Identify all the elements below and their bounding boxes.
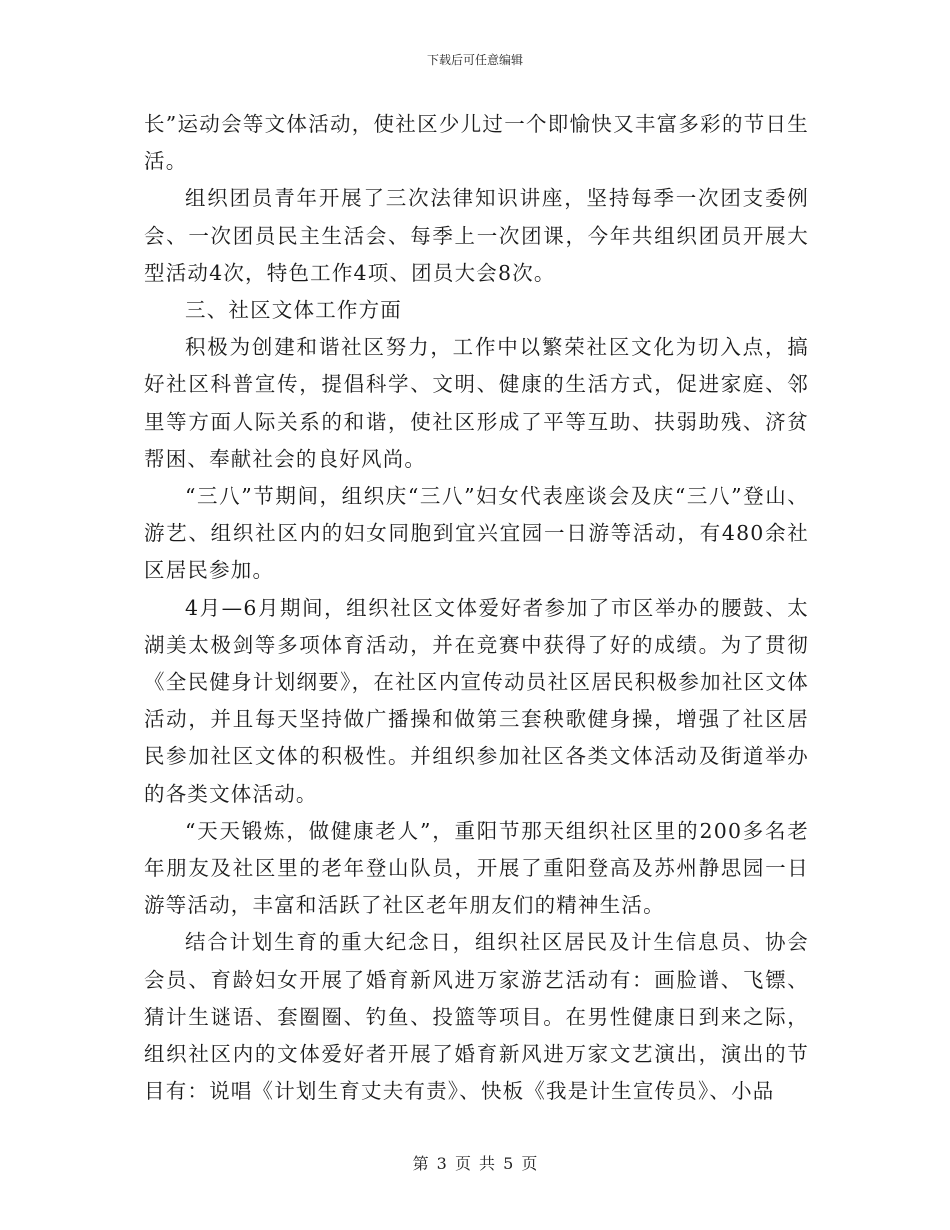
section-heading: 三、社区文体工作方面 xyxy=(185,298,402,323)
paragraph-family-planning: 结合计划生育的重大纪念日，组织社区居民及计生信息员、协会会员、育龄妇女开展了婚育新风进万家游艺活动有：画脸谱、飞镖、猜计生谜语、套圈圈、钓鱼、投篮等项目。在男性健康日到来之际，组织社区内的文体爱好者开展了婚育新风进万家文艺演出，演出的节目有：说唱《计划生育丈夫有责》、快板《我是计生宣传员》、小品 xyxy=(144,930,809,1104)
page-header: 下载后可任意编辑 xyxy=(426,53,523,67)
paragraph-youth-activities: 组织团员青年开展了三次法律知识讲座，坚持每季一次团支委例会、一次团员民主生活会、每季上一次团课，今年共组织团员开展大型活动4次，特色工作4项、团员大会8次。 xyxy=(144,186,809,285)
paragraph-sports-activities: 4月—6月期间，组织社区文体爱好者参加了市区举办的腰鼓、太湖美太极剑等多项体育活动，并在竞赛中获得了好的成绩。为了贯彻《全民健身计划纲要》，在社区内宣传动员社区居民积极参加社区文体活动，并且每天坚持做广播操和做第三套秧歌健身操，增强了社区居民参加社区文体的积极性。并组织参加社区各类文体活动及街道举办的各类文体活动。 xyxy=(144,595,809,806)
paragraph-womens-day: “三八”节期间，组织庆“三八”妇女代表座谈会及庆“三八”登山、游艺、组织社区内的妇女同胞到宜兴宜园一日游等活动，有480余社区居民参加。 xyxy=(144,484,809,583)
page-footer: 第 3 页 共 5 页 xyxy=(412,1154,538,1173)
paragraph-continuation: 长”运动会等文体活动，使社区少儿过一个即愉快又丰富多彩的节日生活。 xyxy=(144,112,809,174)
paragraph-elderly-activities: “天天锻炼，做健康老人”，重阳节那天组织社区里的200多名老年朋友及社区里的老年登山队员，开展了重阳登高及苏州静思园一日游等活动，丰富和活跃了社区老年朋友们的精神生活。 xyxy=(144,818,809,918)
paragraph-harmonious-community: 积极为创建和谐社区努力，工作中以繁荣社区文化为切入点，搞好社区科普宣传，提倡科学、文明、健康的生活方式，促进家庭、邻里等方面人际关系的和谐，使社区形成了平等互助、扶弱助残、济贫帮困、奉献社会的良好风尚。 xyxy=(144,335,809,471)
document-body xyxy=(144,106,809,1110)
